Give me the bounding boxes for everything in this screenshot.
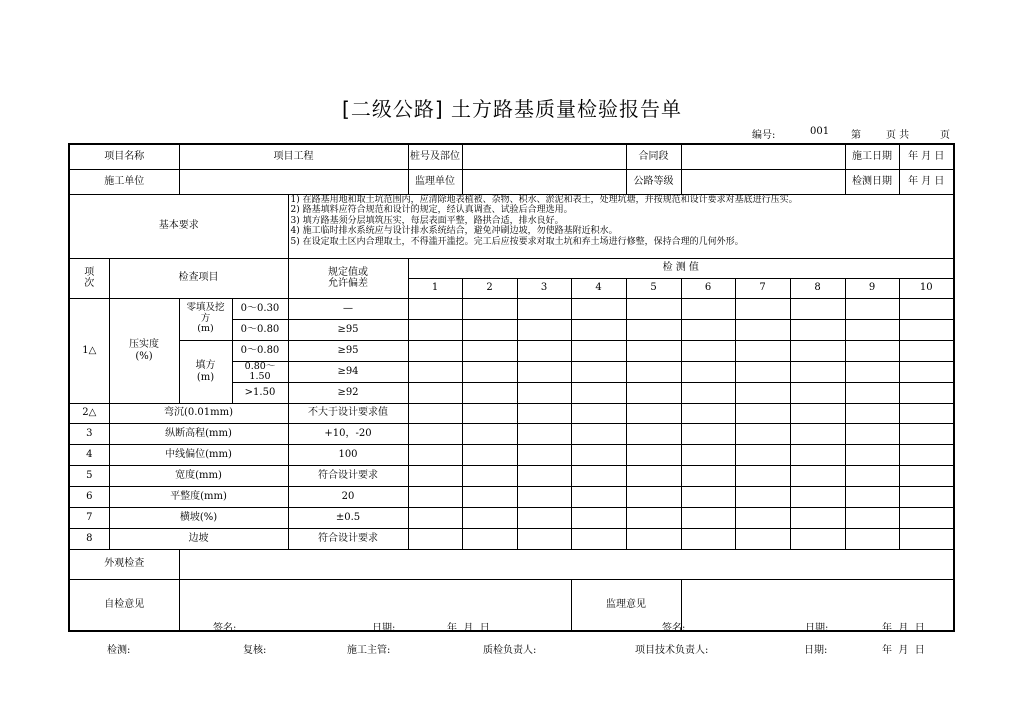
requirement-line: 4) 施工临时排水系统应与设计排水系统结合，避免冲刷边坡，勿使路基附近积水。 [290, 226, 618, 237]
project-name-label: 项目名称 [69, 144, 179, 169]
item-spec: 符合设计要求 [288, 528, 408, 549]
compaction-name: 压实度 (%) [109, 298, 179, 403]
item-name: 宽度(mm) [109, 465, 288, 486]
basic-requirements-label: 基本要求 [69, 194, 288, 258]
inspect-date-label: 检测日期 [845, 169, 899, 194]
contract-label: 合同段 [626, 144, 681, 169]
footer-manager: 施工主管: [347, 645, 391, 656]
page-ye: 页 [940, 130, 950, 141]
self-check-label: 自检意见 [69, 579, 179, 631]
measure-col-9: 9 [845, 278, 899, 298]
item-no: 8 [69, 528, 109, 549]
self-check-sign: 签名: [213, 623, 237, 634]
number-label: 编号: [752, 130, 776, 141]
requirement-line: 5) 在设定取土区内合理取土，不得滥开滥挖。完工后应按要求对取土坑和弃土场进行修整，保持合理的几何外形。 [290, 236, 744, 247]
fill-label: 填方 (m) [179, 340, 232, 403]
item-name: 中线偏位(mm) [109, 444, 288, 465]
item-no: 7 [69, 507, 109, 528]
footer-qc: 质检负责人: [483, 645, 537, 656]
page-di: 第 [851, 130, 861, 141]
measured-values-header: 检 测 值 [408, 258, 954, 278]
item-no-header: 项 次 [69, 258, 109, 298]
item-name: 弯沉(0.01mm) [109, 403, 288, 423]
requirement-line: 1) 在路基用地和取土坑范围内，应清除地表植被、杂物、积水、淤泥和表土，处理坑塘，并按规范和设计要求对基底进行压实。 [290, 194, 798, 205]
construction-unit-value[interactable] [179, 169, 408, 194]
page-ye-gong: 页 共 [886, 130, 910, 141]
inspection-form [68, 143, 955, 632]
zero-fill-label: 零填及挖 方 (m) [179, 298, 232, 340]
measure-col-6: 6 [681, 278, 735, 298]
station-label: 桩号及部位 [408, 144, 462, 169]
self-check-date: 日期: [372, 623, 396, 634]
supervision-label: 监理意见 [571, 579, 681, 631]
spec-value: ≥95 [288, 340, 408, 361]
depth-value: 0～0.80 [232, 319, 288, 340]
footer-date: 日期: [804, 645, 828, 656]
item-name: 平整度(mm) [109, 486, 288, 507]
inspect-date-value[interactable]: 年 月 日 [899, 169, 954, 194]
check-item-header: 检查项目 [109, 258, 288, 298]
measure-col-8: 8 [790, 278, 845, 298]
supervision-ymd: 年 月 日 [882, 623, 925, 634]
spec-value: ≥92 [288, 382, 408, 403]
item-no: 2△ [69, 403, 109, 423]
number-value: 001 [810, 126, 830, 137]
item-no: 4 [69, 444, 109, 465]
requirement-line: 2) 路基填料应符合规范和设计的规定，经认真调查、试验后合理选用。 [290, 205, 573, 216]
item-name: 横坡(%) [109, 507, 288, 528]
item-no: 6 [69, 486, 109, 507]
item-spec: ±0.5 [288, 507, 408, 528]
construct-date-label: 施工日期 [845, 144, 899, 169]
depth-value: 0.80～ 1.50 [232, 361, 288, 382]
compaction-no: 1△ [69, 298, 109, 403]
measure-col-7: 7 [735, 278, 790, 298]
basic-requirements-text [288, 194, 954, 258]
spec-value: ≥94 [288, 361, 408, 382]
measure-col-1: 1 [408, 278, 462, 298]
project-name-value[interactable]: 项目工程 [179, 144, 408, 169]
road-grade-label: 公路等级 [626, 169, 681, 194]
item-spec: 20 [288, 486, 408, 507]
item-no: 5 [69, 465, 109, 486]
contract-value[interactable] [681, 144, 845, 169]
measure-col-4: 4 [571, 278, 626, 298]
report-title: [二级公路] 土方路基质量检验报告单 [342, 97, 682, 121]
footer-review: 复核: [243, 645, 267, 656]
road-grade-value[interactable] [681, 169, 845, 194]
measure-col-5: 5 [626, 278, 681, 298]
item-spec: 不大于设计要求值 [288, 403, 408, 423]
supervision-sign: 签名: [662, 623, 686, 634]
depth-value: >1.50 [232, 382, 288, 403]
footer-inspect: 检测: [107, 645, 131, 656]
appearance-check-label: 外观检查 [69, 549, 179, 579]
measure-col-2: 2 [462, 278, 517, 298]
requirement-line: 3) 填方路基须分层填筑压实，每层表面平整，路拱合适，排水良好。 [290, 215, 564, 226]
depth-value: 0～0.80 [232, 340, 288, 361]
self-check-ymd: 年 月 日 [447, 623, 490, 634]
item-spec: 100 [288, 444, 408, 465]
spec-value: — [288, 298, 408, 319]
depth-value: 0～0.30 [232, 298, 288, 319]
spec-header: 规定值或 允许偏差 [288, 258, 408, 298]
footer-ymd: 年 月 日 [882, 645, 925, 656]
footer-tech: 项目技术负责人: [635, 645, 709, 656]
supervision-unit-label: 监理单位 [408, 169, 462, 194]
item-name: 边坡 [109, 528, 288, 549]
item-spec: 符合设计要求 [288, 465, 408, 486]
item-name: 纵断高程(mm) [109, 423, 288, 444]
construct-date-value[interactable]: 年 月 日 [899, 144, 954, 169]
station-value[interactable] [462, 144, 626, 169]
item-spec: +10，-20 [288, 423, 408, 444]
supervision-date: 日期: [805, 623, 829, 634]
appearance-check-value[interactable] [179, 549, 954, 579]
construction-unit-label: 施工单位 [69, 169, 179, 194]
supervision-unit-value[interactable] [462, 169, 626, 194]
item-no: 3 [69, 423, 109, 444]
measure-col-10: 10 [899, 278, 954, 298]
measure-col-3: 3 [517, 278, 571, 298]
spec-value: ≥95 [288, 319, 408, 340]
